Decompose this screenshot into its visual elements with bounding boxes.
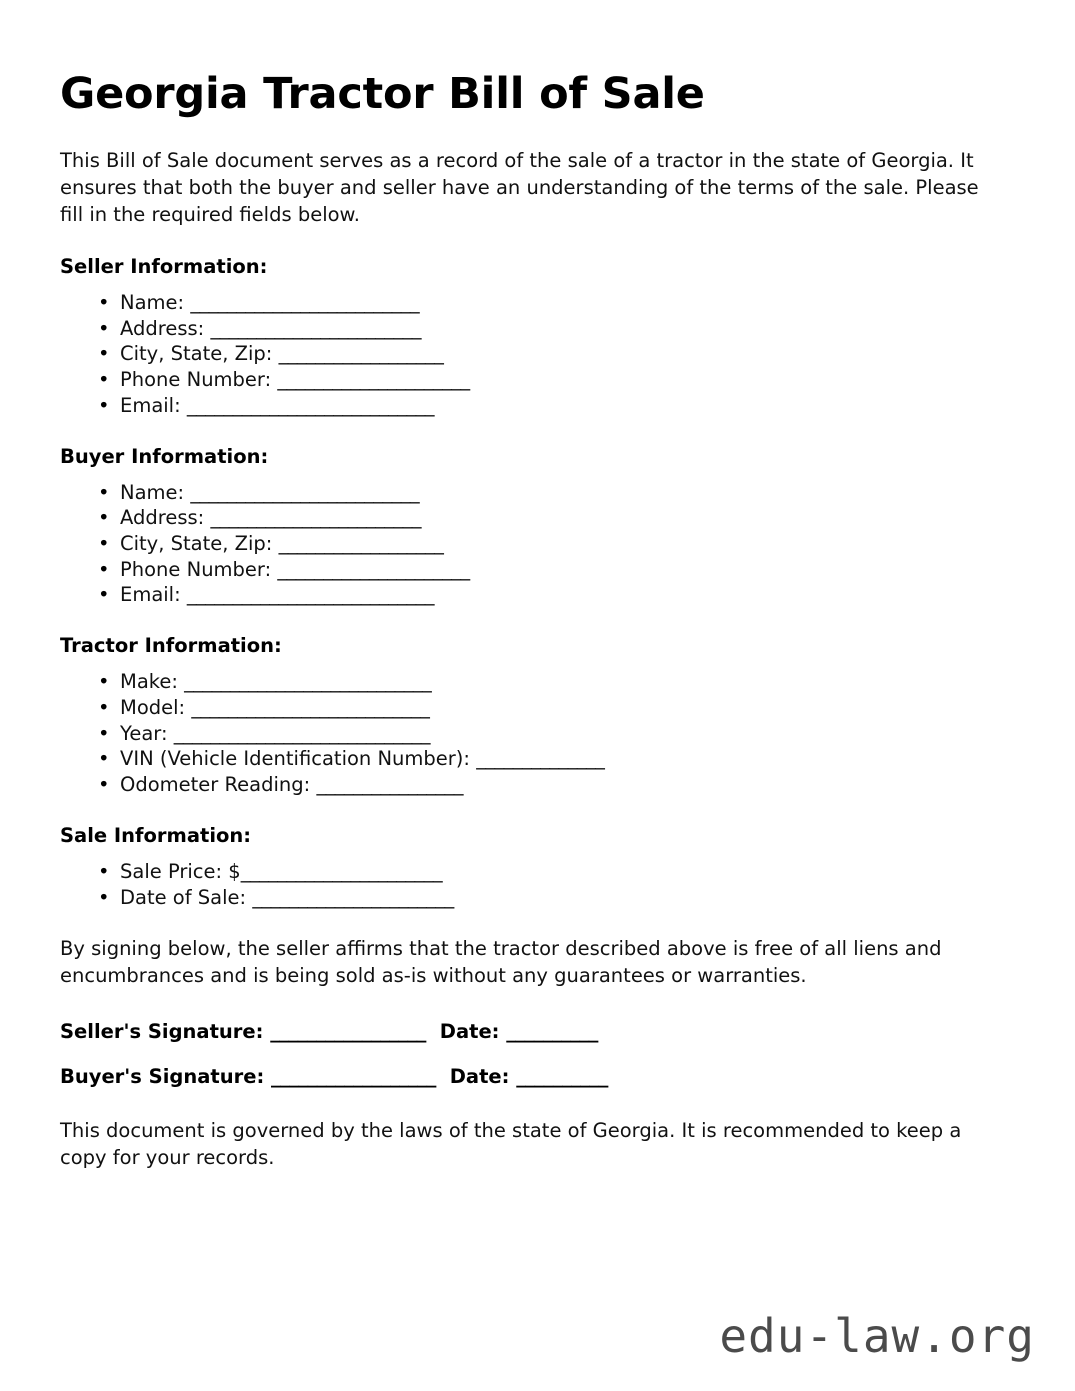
field-label: City, State, Zip: [120,532,279,556]
section-seller-information [60,255,1013,419]
field-list-sale [60,859,1013,910]
list-item [120,582,1013,608]
list-item [120,721,1013,747]
field-blank[interactable]: __________________ [278,532,444,556]
signature-block [60,1020,1013,1088]
seller-signature-label: Seller's Signature: [60,1020,271,1044]
seller-date-label: Date: [439,1020,507,1044]
seller-signature-blank[interactable]: _________________ [270,1020,426,1044]
field-blank[interactable]: ______________ [476,747,605,771]
field-blank[interactable]: _______________________ [210,506,421,530]
field-label: Email: [120,583,187,607]
field-label: Date of Sale: [120,885,253,909]
field-label: Sale Price: $ [120,859,241,883]
affirmation-paragraph: By signing below, the seller affirms that the tractor described above is free of all liens and encumbrances and is being sold as-is without any guarantees or warranties. [60,937,942,988]
field-blank[interactable]: __________________ [278,342,444,366]
seller-signature-line [60,1020,1013,1043]
field-blank[interactable]: _______________________ [210,316,421,340]
field-blank[interactable]: _________________________ [190,290,420,314]
list-item [120,859,1013,885]
seller-date-blank[interactable]: __________ [506,1020,598,1044]
field-blank[interactable]: _____________________ [277,368,470,392]
field-blank[interactable]: _________________________ [190,480,420,504]
field-label: Phone Number: [120,368,278,392]
field-label: Make: [120,670,185,694]
field-label: Year: [120,721,174,745]
field-list-seller [60,290,1013,419]
list-item [120,557,1013,583]
list-item [120,393,1013,419]
field-label: Model: [120,695,192,719]
list-item [120,316,1013,342]
field-blank[interactable]: __________________________ [191,695,430,719]
field-blank[interactable]: ___________________________ [184,670,432,694]
list-item [120,290,1013,316]
page-title: Georgia Tractor Bill of Sale [60,69,705,119]
list-item [120,480,1013,506]
buyer-signature-label: Buyer's Signature: [60,1065,272,1089]
section-heading: Seller Information: [60,254,268,278]
section-heading: Tractor Information: [60,634,282,658]
field-blank[interactable]: ____________________________ [173,721,430,745]
field-label: Name: [120,480,191,504]
list-item [120,669,1013,695]
list-item [120,341,1013,367]
field-label: Address: [120,316,211,340]
field-label: City, State, Zip: [120,342,279,366]
list-item [120,695,1013,721]
field-label: Odometer Reading: [120,773,317,797]
field-blank[interactable]: ___________________________ [186,393,434,417]
field-list-tractor [60,669,1013,798]
section-heading: Buyer Information: [60,444,269,468]
list-item [120,885,1013,911]
section-tractor-information [60,634,1013,798]
intro-paragraph: This Bill of Sale document serves as a record of the sale of a tractor in the state of Georgia. It ensures that both the buyer and seller have an understanding of the terms of the sale. Please fill in the required fields below. [60,149,979,226]
list-item [120,367,1013,393]
field-label: Name: [120,290,191,314]
governing-law-paragraph: This document is governed by the laws of the state of Georgia. It is recommended to keep a copy for your records. [60,1119,962,1170]
site-watermark: edu-law.org [719,1309,1035,1363]
buyer-date-blank[interactable]: __________ [516,1065,608,1089]
buyer-date-label: Date: [449,1065,517,1089]
section-buyer-information [60,445,1013,609]
field-blank[interactable]: _____________________ [277,557,470,581]
section-heading: Sale Information: [60,823,252,847]
field-blank[interactable]: ________________ [316,773,463,797]
field-list-buyer [60,480,1013,609]
list-item [120,505,1013,531]
field-blank[interactable]: ___________________________ [186,583,434,607]
buyer-signature-blank[interactable]: __________________ [271,1065,436,1089]
list-item [120,772,1013,798]
field-label: Address: [120,506,211,530]
list-item [120,531,1013,557]
field-blank[interactable]: ______________________ [252,885,454,909]
list-item [120,746,1013,772]
field-label: Phone Number: [120,557,278,581]
buyer-signature-line [60,1065,1013,1088]
field-label: Email: [120,393,187,417]
field-label: VIN (Vehicle Identification Number): [120,747,477,771]
section-sale-information [60,824,1013,910]
field-blank[interactable]: ______________________ [240,859,442,883]
